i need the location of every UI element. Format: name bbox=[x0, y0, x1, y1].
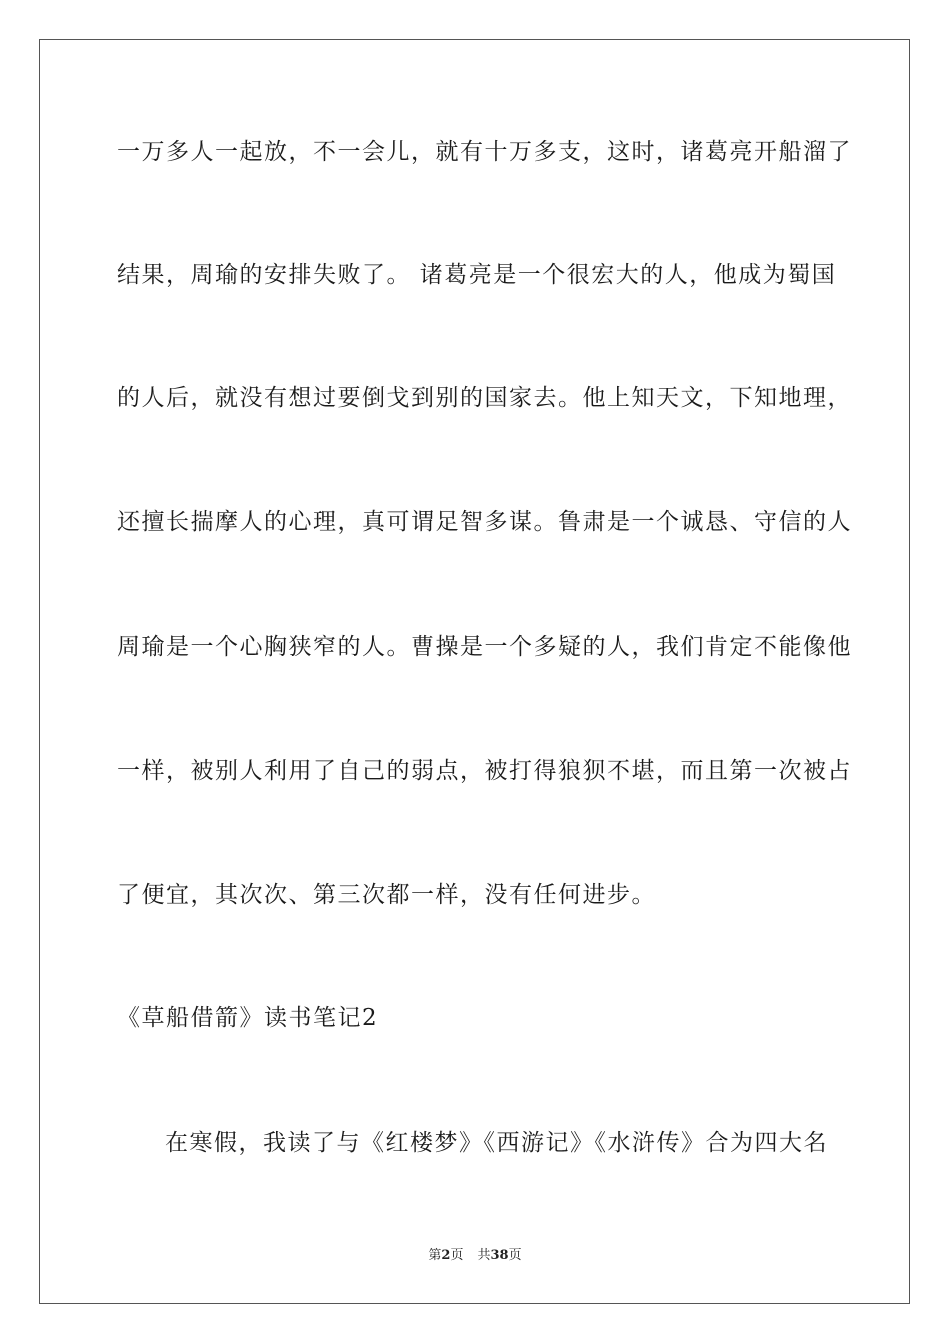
page-border bbox=[39, 39, 910, 1304]
footer-total-pages: 38 bbox=[490, 1248, 509, 1263]
footer-total-suffix: 页 bbox=[508, 1248, 522, 1263]
footer-total-prefix: 共 bbox=[477, 1248, 491, 1263]
body-text-line: 还擅长揣摩人的心理，真可谓足智多谋。鲁肃是一个诚恳、守信的人 bbox=[117, 509, 852, 535]
body-text-line: 在寒假，我读了与《红楼梦》《西游记》《水浒传》合为四大名 bbox=[165, 1130, 828, 1156]
footer-page-number: 2 bbox=[441, 1248, 451, 1263]
body-text-line: 的人后，就没有想过要倒戈到别的国家去。他上知天文，下知地理， bbox=[117, 385, 852, 411]
body-text-line: 一样，被别人利用了自己的弱点，被打得狼狈不堪，而且第一次被占 bbox=[117, 758, 852, 784]
footer-page-prefix: 第 bbox=[428, 1248, 442, 1263]
body-text-line: 周瑜是一个心胸狭窄的人。曹操是一个多疑的人，我们肯定不能像他 bbox=[117, 634, 852, 660]
footer-page-suffix: 页 bbox=[450, 1248, 464, 1263]
body-text-line: 一万多人一起放，不一会儿，就有十万多支，这时，诸葛亮开船溜了 bbox=[117, 139, 852, 165]
body-text-line: 结果，周瑜的安排失败了。 诸葛亮是一个很宏大的人，他成为蜀国 bbox=[117, 262, 837, 288]
section-title: 《草船借箭》读书笔记2 bbox=[117, 1005, 379, 1031]
page-footer bbox=[0, 1247, 950, 1265]
body-text-line: 了便宜，其次次、第三次都一样，没有任何进步。 bbox=[117, 882, 656, 908]
